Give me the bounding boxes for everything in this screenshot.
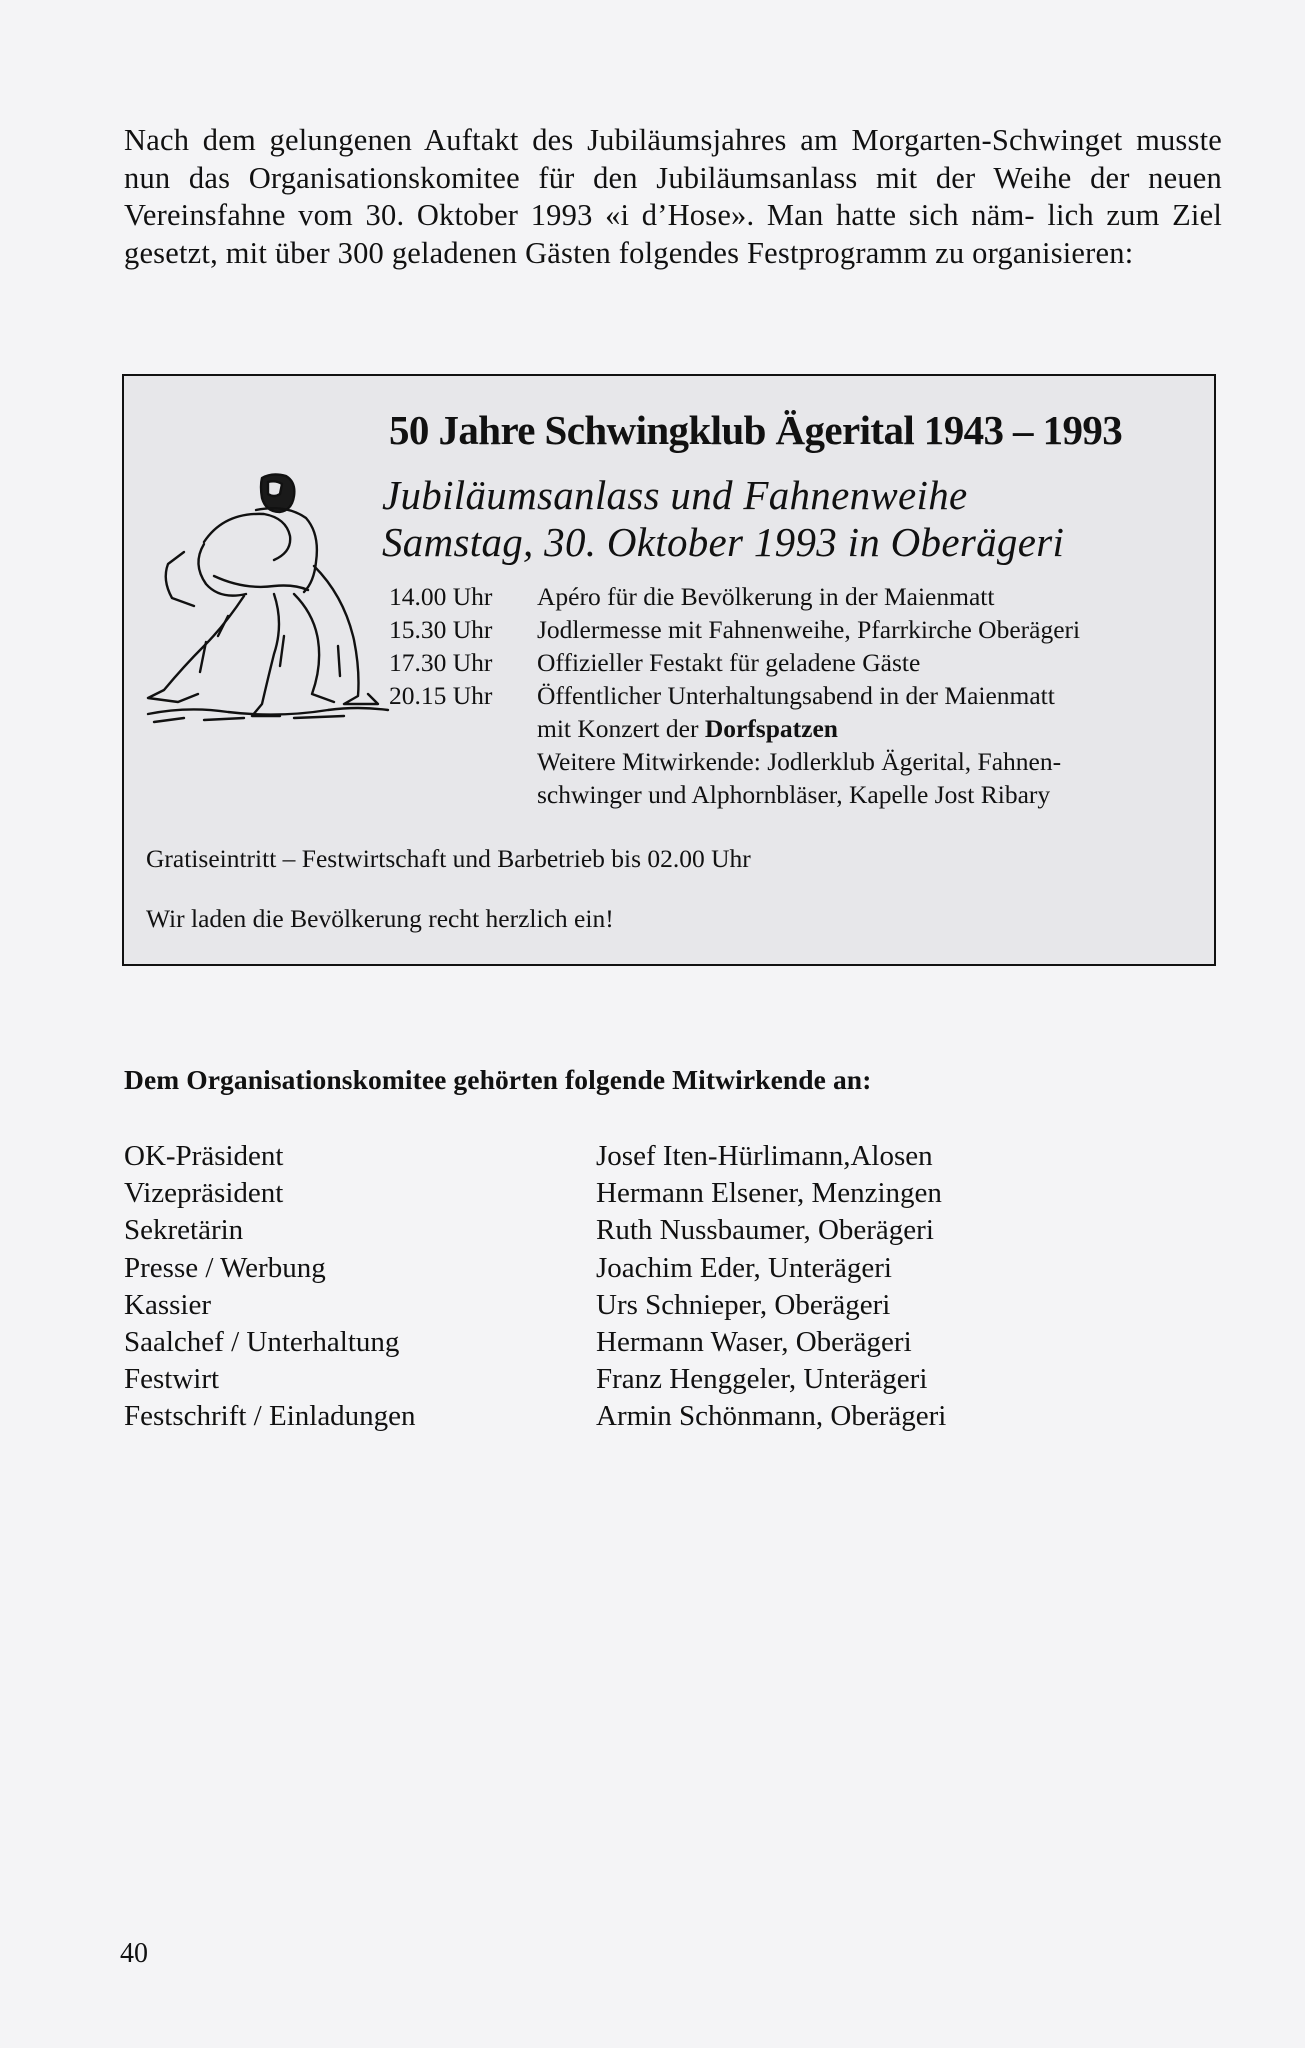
committee-member: Urs Schnieper, Oberägeri [596,1288,891,1321]
other-performers-line: schwinger und Alphornbläser, Kapelle Jost Ribary [537,780,1051,809]
committee-row [124,1175,1124,1212]
committee-row [124,1250,1124,1287]
schedule-time: 17.30 Uhr [389,648,493,677]
committee-list [124,1138,1124,1436]
committee-row [124,1287,1124,1324]
admission-info: Gratiseintritt – Festwirtschaft und Barbetrieb bis 02.00 Uhr [146,844,751,873]
wrestlers-illustration [144,466,394,736]
schedule-row [389,580,1189,613]
event-subtitle: Jubiläumsanlass und Fahnenweihe [382,472,968,518]
committee-role: Vizepräsident [124,1177,284,1210]
committee-member: Joachim Eder, Unterägeri [596,1251,892,1284]
event-date-location: Samstag, 30. Oktober 1993 in Oberägeri [382,519,1065,565]
schedule-row [389,613,1189,646]
schedule-row [389,646,1189,679]
intro-line: musste nun das Organisationskomitee für den Jubiläumsanlass mit der Weihe [124,123,1222,195]
schedule-text: Jodlermesse mit Fahnenweihe, Pfarrkirche Oberägeri [537,615,1081,644]
schedule-time: 14.00 Uhr [389,582,493,611]
event-announcement-box [122,374,1216,966]
committee-role: Festwirt [124,1363,220,1396]
schedule-time: 20.15 Uhr [389,681,493,710]
intro-paragraph [124,122,1222,272]
committee-member: Hermann Elsener, Menzingen [596,1177,942,1210]
committee-row [124,1138,1124,1175]
committee-member: Armin Schönmann, Oberägeri [596,1400,947,1433]
intro-line: lich zum Ziel gesetzt, mit über 300 geladenen Gästen folgendes Festprogramm [124,198,1222,270]
committee-member: Franz Henggeler, Unterägeri [596,1363,928,1396]
intro-line: Nach dem gelungenen Auftakt des Jubiläumsjahres am Morgarten-Schwinget [124,123,1123,157]
other-performers-line: Weitere Mitwirkende: Jodlerklub Ägerital, Fahnen- [537,747,1062,776]
schedule-row [389,679,1189,712]
concert-prefix: mit Konzert der [537,714,705,743]
committee-heading: Dem Organisationskomitee gehörten folgende Mitwirkende an: [124,1064,872,1095]
committee-role: Kassier [124,1288,211,1321]
committee-role: Presse / Werbung [124,1251,326,1284]
schedule-time: 15.30 Uhr [389,615,493,644]
committee-row [124,1361,1124,1398]
page-number: 40 [120,1938,148,1969]
schedule-text: Öffentlicher Unterhaltungsabend in der Maienmatt [537,681,1055,710]
committee-role: Sekretärin [124,1214,244,1247]
event-schedule [389,580,1189,811]
committee-role: OK-Präsident [124,1140,284,1172]
intro-line: zu organisieren: [935,235,1134,270]
committee-row [124,1398,1124,1435]
intro-line: der neuen Vereinsfahne vom 30. Oktober 1993 «i d’Hose». Man hatte sich näm- [124,160,1222,232]
committee-member: Ruth Nussbaumer, Oberägeri [596,1214,934,1247]
committee-row [124,1324,1124,1361]
event-title: 50 Jahre Schwingklub Ägerital 1943 – 1993 [389,407,1123,453]
committee-row [124,1212,1124,1249]
committee-role: Festschrift / Einladungen [124,1400,416,1433]
concert-band: Dorfspatzen [704,714,838,743]
committee-member: Hermann Waser, Oberägeri [596,1325,912,1358]
invitation-line: Wir laden die Bevölkerung recht herzlich ein! [146,904,614,933]
committee-member: Josef Iten-Hürlimann,Alosen [596,1140,933,1172]
concert-line [389,712,1189,745]
schedule-text: Apéro für die Bevölkerung in der Maienmatt [537,582,995,611]
committee-role: Saalchef / Unterhaltung [124,1325,400,1358]
schedule-text: Offizieller Festakt für geladene Gäste [537,648,921,677]
